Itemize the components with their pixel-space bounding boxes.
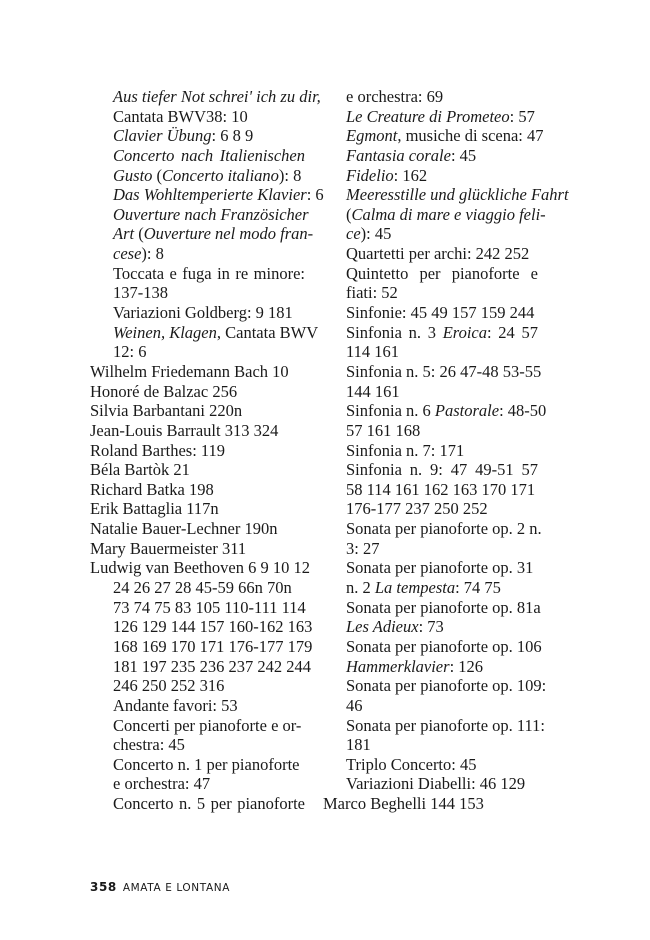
index-entry-line bbox=[90, 401, 305, 421]
italic-title-text: Art bbox=[113, 224, 135, 244]
index-subentry-line bbox=[323, 146, 538, 166]
index-subentry-line bbox=[323, 558, 538, 578]
index-column-left bbox=[90, 87, 324, 814]
index-text: Ludwig van Beethoven 6 9 10 12 bbox=[90, 558, 310, 578]
index-text: fiati: 52 bbox=[346, 283, 398, 303]
index-subentry-line bbox=[90, 598, 305, 618]
index-entry-line bbox=[90, 558, 310, 578]
index-subentry-line bbox=[323, 499, 538, 519]
index-subentry-line bbox=[90, 617, 313, 637]
index-text: 181 bbox=[346, 735, 371, 755]
index-text: ): 8 bbox=[278, 165, 302, 185]
index-entry-line bbox=[323, 794, 538, 814]
italic-title-text: cese bbox=[113, 244, 142, 264]
index-text: Triplo Concerto: 45 bbox=[346, 754, 477, 774]
index-text: Concerto n. 1 per pianoforte bbox=[113, 754, 300, 774]
index-subentry-line bbox=[323, 361, 542, 382]
index-text: Sinfonia n. 9: 47 49-51 57 bbox=[346, 460, 538, 480]
index-subentry-line bbox=[323, 480, 538, 500]
index-text: Richard Batka 198 bbox=[90, 479, 214, 499]
italic-title-text: Pastorale bbox=[434, 401, 500, 421]
index-subentry-line bbox=[90, 204, 309, 225]
index-text: Quintetto per pianoforte e bbox=[346, 263, 538, 283]
index-text: 144 161 bbox=[346, 381, 400, 401]
index-text: : 45 bbox=[450, 145, 477, 165]
index-text: Silvia Barbantani 220n bbox=[90, 401, 243, 421]
index-entry-line bbox=[90, 519, 305, 539]
index-subentry-line bbox=[90, 224, 314, 244]
index-text: e orchestra: 69 bbox=[346, 87, 444, 106]
index-text: Sinfonia n. 5: 26 47-48 53-55 bbox=[346, 361, 542, 381]
index-subentry-line bbox=[90, 342, 305, 362]
index-entry-line bbox=[90, 441, 305, 461]
italic-title-text: Egmont bbox=[346, 126, 398, 146]
index-text: Sinfonia n. 6 bbox=[346, 401, 435, 421]
index-text: Sinfonia n. 7: 171 bbox=[346, 440, 465, 460]
index-subentry-line bbox=[90, 244, 305, 264]
index-subentry-line bbox=[323, 244, 538, 264]
index-subentry-line bbox=[90, 578, 305, 598]
index-subentry-line bbox=[90, 716, 305, 736]
index-text: n. 2 bbox=[346, 578, 375, 598]
index-text: Sonata per pianoforte op. 109: bbox=[346, 676, 547, 696]
index-subentry-line bbox=[90, 735, 305, 755]
italic-title-text: Concerto nach Italienischen bbox=[113, 145, 305, 165]
italic-title-text: Aus tiefer Not schrei' ich zu dir, bbox=[113, 87, 321, 106]
index-text: Variazioni Diabelli: 46 129 bbox=[346, 774, 526, 794]
index-subentry-line bbox=[90, 322, 319, 343]
index-text: : 73 bbox=[418, 617, 444, 637]
index-subentry-line bbox=[323, 185, 569, 205]
index-subentry-line bbox=[90, 107, 305, 127]
index-text: chestra: 45 bbox=[113, 735, 185, 755]
index-subentry-line bbox=[323, 597, 541, 618]
index-subentry-line bbox=[90, 676, 305, 696]
index-text: Sonata per pianoforte op. 31 bbox=[346, 558, 534, 578]
italic-title-text: Concerto italiano bbox=[162, 165, 279, 185]
index-text: 57 161 168 bbox=[346, 420, 421, 440]
index-text: : 126 bbox=[449, 656, 484, 676]
index-subentry-line bbox=[323, 460, 538, 480]
index-text: Roland Barthes: 119 bbox=[90, 440, 226, 460]
italic-title-text: Ouverture nel modo fran- bbox=[143, 224, 314, 244]
italic-title-text: Hammerklavier bbox=[346, 656, 450, 676]
index-text: Cantata BWV38: 10 bbox=[113, 106, 248, 126]
index-subentry-line bbox=[323, 657, 538, 677]
index-entry-line bbox=[90, 382, 305, 402]
index-subentry-line bbox=[323, 264, 538, 284]
index-text: , Cantata BWV bbox=[216, 322, 319, 342]
index-subentry-line bbox=[323, 617, 538, 637]
index-text: 246 250 252 316 bbox=[113, 676, 225, 696]
index-text: Sonata per pianoforte op. 111: bbox=[346, 715, 546, 735]
index-subentry-line bbox=[323, 676, 547, 696]
index-text: , musiche di scena: 47 bbox=[397, 126, 544, 146]
index-subentry-line bbox=[323, 519, 542, 539]
italic-title-text: ce bbox=[346, 224, 361, 244]
italic-title-text: Les Adieux bbox=[346, 617, 419, 637]
running-title: AMATA E LONTANA bbox=[122, 882, 230, 894]
index-subentry-line bbox=[323, 441, 538, 461]
index-text: : 6 8 9 bbox=[211, 126, 254, 146]
index-text: : 74 75 bbox=[455, 578, 501, 598]
index-text: : 162 bbox=[393, 165, 428, 185]
index-subentry-line bbox=[323, 204, 546, 225]
index-subentry-line bbox=[90, 303, 305, 323]
index-subentry-line bbox=[90, 636, 313, 657]
index-text: Andante favori: 53 bbox=[113, 695, 238, 715]
index-text: 168 169 170 171 176-177 179 bbox=[113, 636, 313, 656]
index-subentry-line bbox=[90, 696, 305, 716]
index-subentry-line bbox=[323, 323, 538, 343]
index-subentry-line bbox=[90, 794, 305, 814]
page-number: 358 bbox=[90, 880, 117, 894]
index-subentry-line bbox=[323, 735, 538, 755]
index-subentry-line bbox=[323, 283, 538, 303]
index-text: : 24 57 bbox=[486, 322, 538, 342]
index-subentry-line bbox=[323, 303, 538, 323]
index-subentry-line bbox=[90, 146, 305, 166]
index-text: Concerto n. 5 per pianoforte bbox=[113, 794, 305, 814]
index-subentry-line bbox=[90, 126, 305, 146]
index-text: Sonata per pianoforte op. 2 n. bbox=[346, 519, 542, 539]
index-text: 3: 27 bbox=[346, 538, 380, 558]
index-entry-line bbox=[90, 480, 305, 500]
index-subentry-line bbox=[90, 87, 321, 107]
index-text: e orchestra: 47 bbox=[113, 774, 211, 794]
index-subentry-line bbox=[323, 755, 538, 775]
index-text: Honoré de Balzac 256 bbox=[90, 381, 238, 401]
index-text: Béla Bartòk 21 bbox=[90, 460, 190, 480]
index-text: ( bbox=[152, 165, 163, 185]
index-text: ( bbox=[134, 224, 144, 244]
page-footer bbox=[90, 880, 230, 894]
index-text: 12: 6 bbox=[113, 342, 147, 362]
italic-title-text: Calma di mare e viaggio feli- bbox=[351, 204, 546, 224]
italic-title-text: Ouverture nach Französicher bbox=[113, 204, 309, 224]
index-subentry-line bbox=[323, 107, 538, 127]
index-subentry-line bbox=[90, 166, 305, 186]
index-text: Natalie Bauer-Lechner 190n bbox=[90, 519, 278, 539]
index-text: 73 74 75 83 105 110-111 114 bbox=[113, 597, 306, 617]
index-entry-line bbox=[90, 362, 305, 382]
italic-title-text: Weinen, Klagen bbox=[113, 322, 217, 342]
index-subentry-line bbox=[90, 283, 305, 303]
italic-title-text: Fidelio bbox=[346, 165, 394, 185]
italic-title-text: Eroica bbox=[442, 322, 487, 342]
index-entry-line bbox=[90, 421, 305, 441]
index-text: 46 bbox=[346, 695, 363, 715]
index-text: 176-177 237 250 252 bbox=[346, 499, 488, 519]
italic-title-text: Fantasia corale bbox=[346, 145, 451, 165]
index-subentry-line bbox=[323, 578, 538, 598]
italic-title-text: Das Wohltemperierte Klavier bbox=[113, 185, 307, 205]
index-text: 126 129 144 157 160-162 163 bbox=[113, 617, 313, 637]
index-subentry-line bbox=[323, 166, 538, 186]
index-text: Concerti per pianoforte e or- bbox=[113, 715, 302, 735]
index-subentry-line bbox=[323, 715, 546, 736]
index-text: 114 161 bbox=[346, 342, 400, 362]
index-text: 137-138 bbox=[113, 283, 168, 303]
index-text: Mary Bauermeister 311 bbox=[90, 538, 247, 558]
italic-title-text: Gusto bbox=[113, 165, 153, 185]
index-entry-line bbox=[90, 460, 305, 480]
index-text: Wilhelm Friedemann Bach 10 bbox=[90, 361, 289, 381]
index-subentry-line bbox=[323, 126, 544, 146]
index-subentry-line bbox=[90, 755, 305, 775]
italic-title-text: Meeresstille und glückliche Fahrt bbox=[346, 185, 569, 205]
index-text: : 57 bbox=[509, 106, 535, 126]
index-subentry-line bbox=[323, 774, 538, 794]
index-text: 181 197 235 236 237 242 244 bbox=[113, 656, 311, 676]
index-text: : 48-50 bbox=[499, 401, 547, 421]
index-subentry-line bbox=[323, 224, 538, 244]
index-subentry-line bbox=[323, 342, 538, 362]
index-text: Sonata per pianoforte op. 81a bbox=[346, 597, 541, 617]
index-text: Toccata e fuga in re minore: bbox=[113, 263, 305, 283]
index-text: 58 114 161 162 163 170 171 bbox=[346, 479, 536, 499]
italic-title-text: Clavier Übung bbox=[113, 126, 212, 146]
italic-title-text: La tempesta bbox=[374, 578, 456, 598]
index-text: Variazioni Goldberg: 9 181 bbox=[113, 303, 293, 323]
index-subentry-line bbox=[323, 539, 538, 559]
index-subentry-line bbox=[90, 185, 324, 205]
index-subentry-line bbox=[323, 636, 542, 657]
index-text: Quartetti per archi: 242 252 bbox=[346, 244, 530, 264]
index-subentry-line bbox=[90, 656, 311, 677]
index-subentry-line bbox=[323, 696, 538, 716]
italic-title-text: Le Creature di Prometeo bbox=[346, 106, 510, 126]
index-subentry-line bbox=[323, 401, 547, 421]
index-text: Sonata per pianoforte op. 106 bbox=[346, 636, 542, 656]
index-subentry-line bbox=[323, 87, 538, 107]
index-text: Marco Beghelli 144 153 bbox=[323, 794, 484, 814]
index-text: 24 26 27 28 45-59 66n 70n bbox=[113, 578, 292, 598]
index-text: ): 45 bbox=[360, 224, 392, 244]
index-text: Jean-Louis Barrault 313 324 bbox=[90, 420, 279, 440]
index-text: ( bbox=[346, 204, 352, 224]
index-text: : 6 bbox=[306, 185, 324, 205]
index-subentry-line bbox=[90, 774, 305, 794]
index-text: Sinfonie: 45 49 157 159 244 bbox=[346, 303, 535, 323]
index-subentry-line bbox=[90, 264, 305, 284]
index-subentry-line bbox=[323, 382, 538, 402]
index-text: ): 8 bbox=[141, 244, 164, 264]
index-entry-line bbox=[90, 539, 305, 559]
index-text: Erik Battaglia 117n bbox=[90, 499, 219, 519]
index-subentry-line bbox=[323, 421, 538, 441]
index-entry-line bbox=[90, 499, 305, 519]
index-text: Sinfonia n. 3 bbox=[346, 322, 443, 342]
index-column-right bbox=[323, 87, 569, 814]
